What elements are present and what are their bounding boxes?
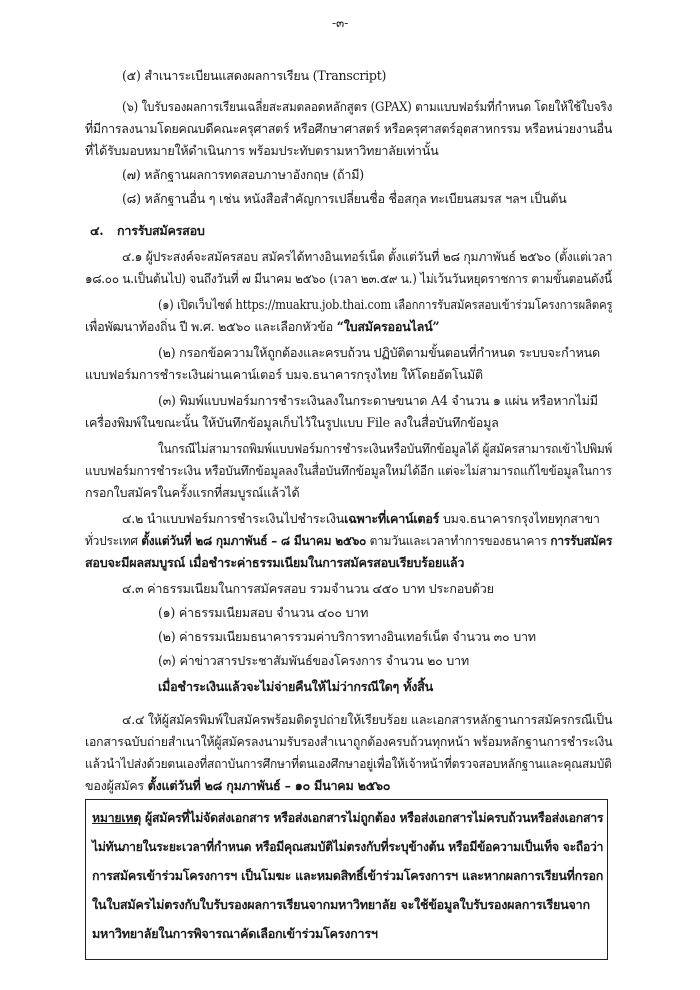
remark-label: หมายเหตุ xyxy=(92,810,141,825)
page-number: -๓- xyxy=(332,16,349,30)
fee-item-3: (๓) ค่าข่าวสารประชาสัมพันธ์ของโครงการ จำนวน ๒๐ บาท xyxy=(158,653,469,668)
para-4-2-line2-c: การรับสมัคร xyxy=(550,533,613,548)
remark-line5: มหาวิทยาลัยในการพิจารณาคัดเลือกเข้าร่วมโครงการฯ xyxy=(92,926,378,941)
payment-period: ตั้งแต่วันที่ ๒๘ กุมภาพันธ์ – ๘ มีนาคม ๒๕๖๐ xyxy=(141,533,367,548)
para-4-2-line2 xyxy=(85,532,612,550)
counter-only-text: เฉพาะที่เคาน์เตอร์ xyxy=(344,511,440,526)
section-4-heading: การรับสมัครสอบ xyxy=(117,223,205,238)
case-line3: กรอกใบสมัครในครั้งแรกที่สมบูรณ์แล้วได้ xyxy=(85,485,300,500)
remark-line1-text: ผู้สมัครที่ไม่จัดส่งเอกสาร หรือส่งเอกสารไม่ถูกต้อง หรือส่งเอกสารไม่ครบถ้วนหรือส่งเอกสาร xyxy=(140,810,604,825)
doc-item-6-line3: ที่ได้รับมอบหมายให้ดำเนินการ พร้อมประทับตรามหาวิทยาลัยเท่านั้น xyxy=(85,143,439,158)
para-4-2-line2-b: ตามวันและเวลาทำการของธนาคาร xyxy=(366,533,551,548)
step-3-line2: เครื่องพิมพ์ในขณะนั้น ให้บันทึกข้อมูลเก็บไว้ในรูปแบบ File ลงในสื่อบันทึกข้อมูล xyxy=(85,415,499,430)
para-4-4-line1: ๔.๔ ให้ผู้สมัครพิมพ์ใบสมัครพร้อมติดรูปถ่ายให้เรียบร้อย และเอกสารหลักฐานการสมัครกรณีเป็น xyxy=(122,712,613,727)
section-4-number: ๔. xyxy=(90,223,104,238)
step-1-line2-text: เพื่อพัฒนาท้องถิ่น ปี พ.ศ. ๒๕๖๐ และเลือกหัวข้อ xyxy=(85,319,337,334)
remark-line3: การสมัครเข้าร่วมโครงการฯ เป็นโมฆะ และหมดสิทธิ์เข้าร่วมโครงการฯ และหากผลการเรียนที่กรอก xyxy=(92,868,604,883)
para-4-4-line4 xyxy=(85,777,390,795)
remark-box xyxy=(85,799,608,960)
fee-item-2: (๒) ค่าธรรมเนียมธนาคารรวมค่าบริการทางอินเทอร์เน็ต จำนวน ๓๐ บาท xyxy=(158,629,536,644)
doc-item-6-line1: (๖) ใบรับรองผลการเรียนเฉลี่ยสะสมตลอดหลักสูตร (GPAX) ตามแบบฟอร์มที่กำหนด โดยให้ใช้ใบจริง xyxy=(122,99,613,114)
doc-item-6-line2: ที่มีการลงนามโดยคณบดีคณะครุศาสตร์ หรือศึกษาศาสตร์ หรือครุศาสตร์อุตสาหกรรม หรือหน่วยงานอื่น xyxy=(85,121,613,136)
para-4-2-line2-a: ทั่วประเทศ xyxy=(85,533,142,548)
online-form-topic: “ใบสมัครออนไลน์” xyxy=(336,319,440,334)
para-4-4-line2: เอกสารฉบับถ่ายสำเนาให้ผู้สมัครลงนามรับรองสำเนาถูกต้องครบถ้วนทุกหน้า พร้อมหลักฐานการชำระเงิน xyxy=(85,734,613,749)
step-3-line1: (๓) พิมพ์แบบฟอร์มการชำระเงินลงในกระดาษขนาด A4 จำนวน ๑ แผ่น หรือหากไม่มี xyxy=(158,393,598,408)
step-2-line1: (๒) กรอกข้อความให้ถูกต้องและครบถ้วน ปฏิบัติตามขั้นตอนที่กำหนด ระบบจะกำหนด xyxy=(158,345,600,360)
submission-period: ตั้งแต่วันที่ ๒๘ กุมภาพันธ์ – ๑๐ มีนาคม ๒๕๖๐ xyxy=(147,778,391,793)
doc-item-5: (๕) สำเนาระเบียนแสดงผลการเรียน (Transcript) xyxy=(122,68,387,83)
case-line2: แบบฟอร์มการชำระเงิน หรือบันทึกข้อมูลลงในสื่อบันทึกข้อมูลใหม่ได้อีก แต่จะไม่สามารถแก้ไขข้อมูลในการ xyxy=(85,463,612,478)
fee-item-1: (๑) ค่าธรรมเนียมสอบ จำนวน ๔๐๐ บาท xyxy=(158,605,369,620)
para-4-2-line1 xyxy=(122,510,600,528)
doc-item-8: (๘) หลักฐานอื่น ๆ เช่น หนังสือสำคัญการเปลี่ยนชื่อ ชื่อสกุล ทะเบียนสมรส ฯลฯ เป็นต้น xyxy=(122,191,567,206)
case-line1: ในกรณีไม่สามารถพิมพ์แบบฟอร์มการชำระเงินหรือบันทึกข้อมูลได้ ผู้สมัครสามารถเข้าไปพิมพ์ xyxy=(158,441,613,456)
para-4-2-line1-a: ๔.๒ นำแบบฟอร์มการชำระเงินไปชำระเงิน xyxy=(122,511,345,526)
remark-line4: ในใบสมัครไม่ตรงกับใบรับรองผลการเรียนจากมหาวิทยาลัย จะใช้ข้อมูลใบรับรองผลการเรียนจาก xyxy=(92,897,590,912)
para-4-2-line1-b: บมจ.ธนาคารกรุงไทยทุกสาขา xyxy=(439,511,600,526)
no-refund-notice: เมื่อชำระเงินแล้วจะไม่จ่ายคืนให้ไม่ว่ากรณีใดๆ ทั้งสิ้น xyxy=(158,679,433,694)
para-4-1-line2: ๑๘.๐๐ น.เป็นต้นไป) จนถึงวันที่ ๗ มีนาคม ๒๕๖๐ (เวลา ๒๓.๕๙ น.) ไม่เว้นวันหยุดราชการ ตามขั้นตอนดังนี้ xyxy=(85,271,612,286)
para-4-3: ๔.๓ ค่าธรรมเนียมในการสมัครสอบ รวมจำนวน ๔๕๐ บาท ประกอบด้วย xyxy=(122,581,494,596)
step-1-line1: (๑) เปิดเว็บไซต์ https://muakru.job.thai.com เลือกการรับสมัครสอบเข้าร่วมโครงการผลิตครู xyxy=(158,297,613,312)
step-1-line2 xyxy=(85,318,439,336)
step-2-line2: แบบฟอร์มการชำระเงินผ่านเคาน์เตอร์ บมจ.ธนาคารกรุงไทย ให้โดยอัตโนมัติ xyxy=(85,367,483,382)
remark-line2: ไม่ทันภายในระยะเวลาที่กำหนด หรือมีคุณสมบัติไม่ตรงกับที่ระบุข้างต้น หรือมีข้อความเป็นเท็จ จะถือว่า xyxy=(92,839,604,854)
doc-item-7: (๗) หลักฐานผลการทดสอบภาษาอังกฤษ (ถ้ามี) xyxy=(122,167,364,182)
para-4-1-line1: ๔.๑ ผู้ประสงค์จะสมัครสอบ สมัครได้ทางอินเทอร์เน็ต ตั้งแต่วันที่ ๒๘ กุมภาพันธ์ ๒๕๖๐ (ตั้งแต่เวลา xyxy=(122,249,613,264)
para-4-4-line3: แล้วนำไปส่งด้วยตนเองที่สถาบันการศึกษาที่ตนเองศึกษาอยู่เพื่อให้เจ้าหน้าที่ตรวจสอบหลักฐานและคุณสมบัติ xyxy=(85,756,612,771)
remark-line1 xyxy=(92,809,603,827)
para-4-4-line4-a: ของผู้สมัคร xyxy=(85,778,148,793)
para-4-2-line3: สอบจะมีผลสมบูรณ์ เมื่อชำระค่าธรรมเนียมในการสมัครสอบเรียบร้อยแล้ว xyxy=(85,555,465,570)
